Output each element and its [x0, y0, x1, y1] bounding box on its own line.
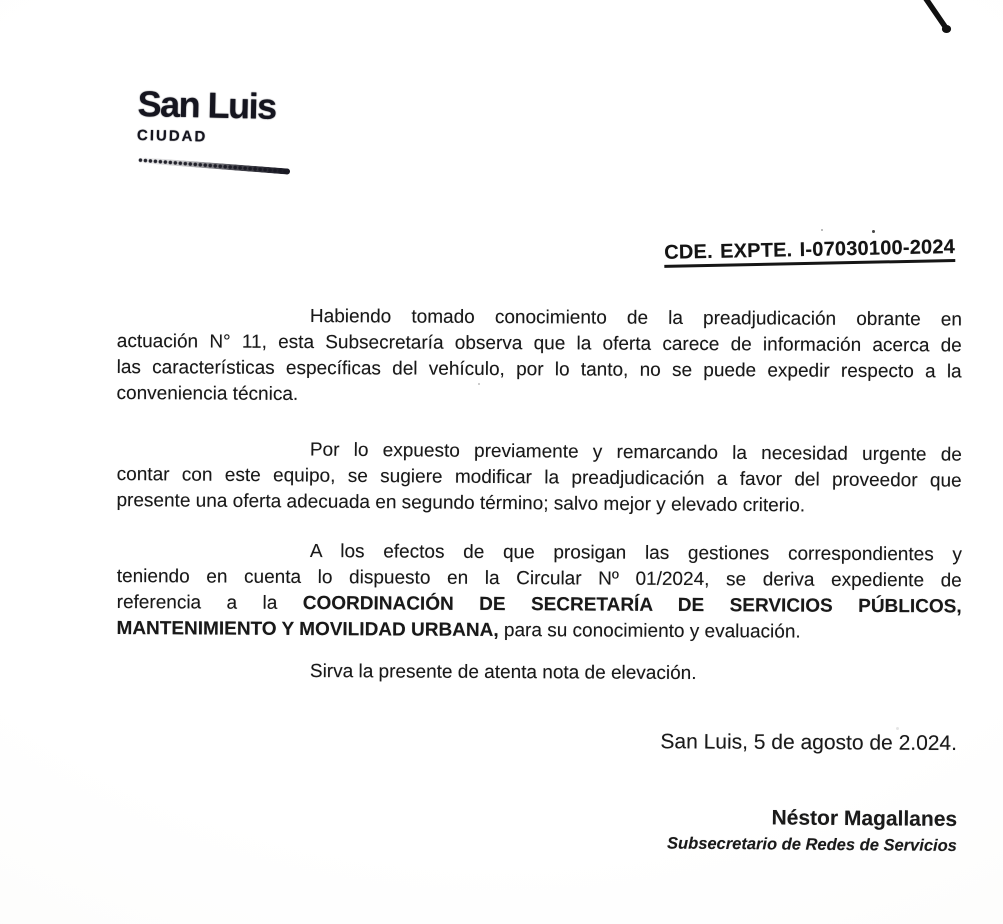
logo-subtitle: CIUDAD: [136, 126, 208, 146]
signature-block: [117, 800, 957, 859]
reference-header: [117, 234, 955, 277]
letter-paragraph: [116, 436, 962, 521]
paragraph-line: [117, 658, 962, 688]
text-segment: las características específicas del vehículo, por lo tanto, no se puede expedir respecto a la: [116, 356, 962, 383]
ink-speck: [896, 727, 899, 730]
text-segment: para su conocimiento y evaluación.: [498, 619, 801, 643]
paragraph-line: [116, 616, 961, 646]
text-segment: Por lo expuesto previamente y remarcando la necesidad urgente de: [309, 439, 962, 466]
date-line: San Luis, 5 de agosto de 2.024.: [660, 730, 958, 755]
paragraph-line: [116, 381, 961, 411]
text-segment: referencia a la: [116, 591, 303, 614]
logo-name: San Luis: [137, 83, 277, 127]
signature-title: Subsecretario de Redes de Servicios: [667, 834, 957, 855]
reference-number: CDE. EXPTE. I-07030100-2024: [664, 236, 955, 268]
text-segment: A los efectos de que prosigan las gestiones correspondientes y: [309, 541, 962, 566]
letter-paragraph: [116, 538, 962, 646]
text-segment: MANTENIMIENTO Y MOVILIDAD URBANA,: [116, 617, 499, 641]
letter-paragraph: [116, 303, 962, 411]
logo-halftone-rule: [138, 157, 290, 175]
text-segment: actuación N° 11, esta Subsecretaría observa que la oferta carece de información acerca de: [116, 330, 962, 357]
ink-speck: [872, 230, 875, 233]
text-segment: contar con este equipo, se sugiere modificar la preadjudicación a favor del proveedor que: [116, 463, 962, 492]
text-segment: conveniencia técnica.: [116, 382, 299, 405]
signature-name: Néstor Magallanes: [771, 806, 958, 832]
text-segment: COORDINACIÓN DE SECRETARÍA DE SERVICIOS PÚBLICOS,: [302, 592, 962, 618]
pen-stroke-mark: [880, 0, 1000, 58]
text-segment: teniendo en cuenta lo dispuesto en la Circular Nº 01/2024, se deriva expediente de: [116, 565, 962, 592]
city-logo: [136, 83, 277, 146]
text-segment: Habiendo tomado conocimiento de la preadjudicación obrante en: [309, 306, 962, 331]
text-segment: Sirva la presente de atenta nota de elevación.: [309, 661, 697, 685]
letter-paragraph: [117, 658, 962, 688]
ink-speck: [478, 383, 480, 385]
text-segment: presente una oferta adecuada en segundo término; salvo mejor y elevado criterio.: [116, 489, 806, 517]
ink-speck: [821, 229, 823, 231]
